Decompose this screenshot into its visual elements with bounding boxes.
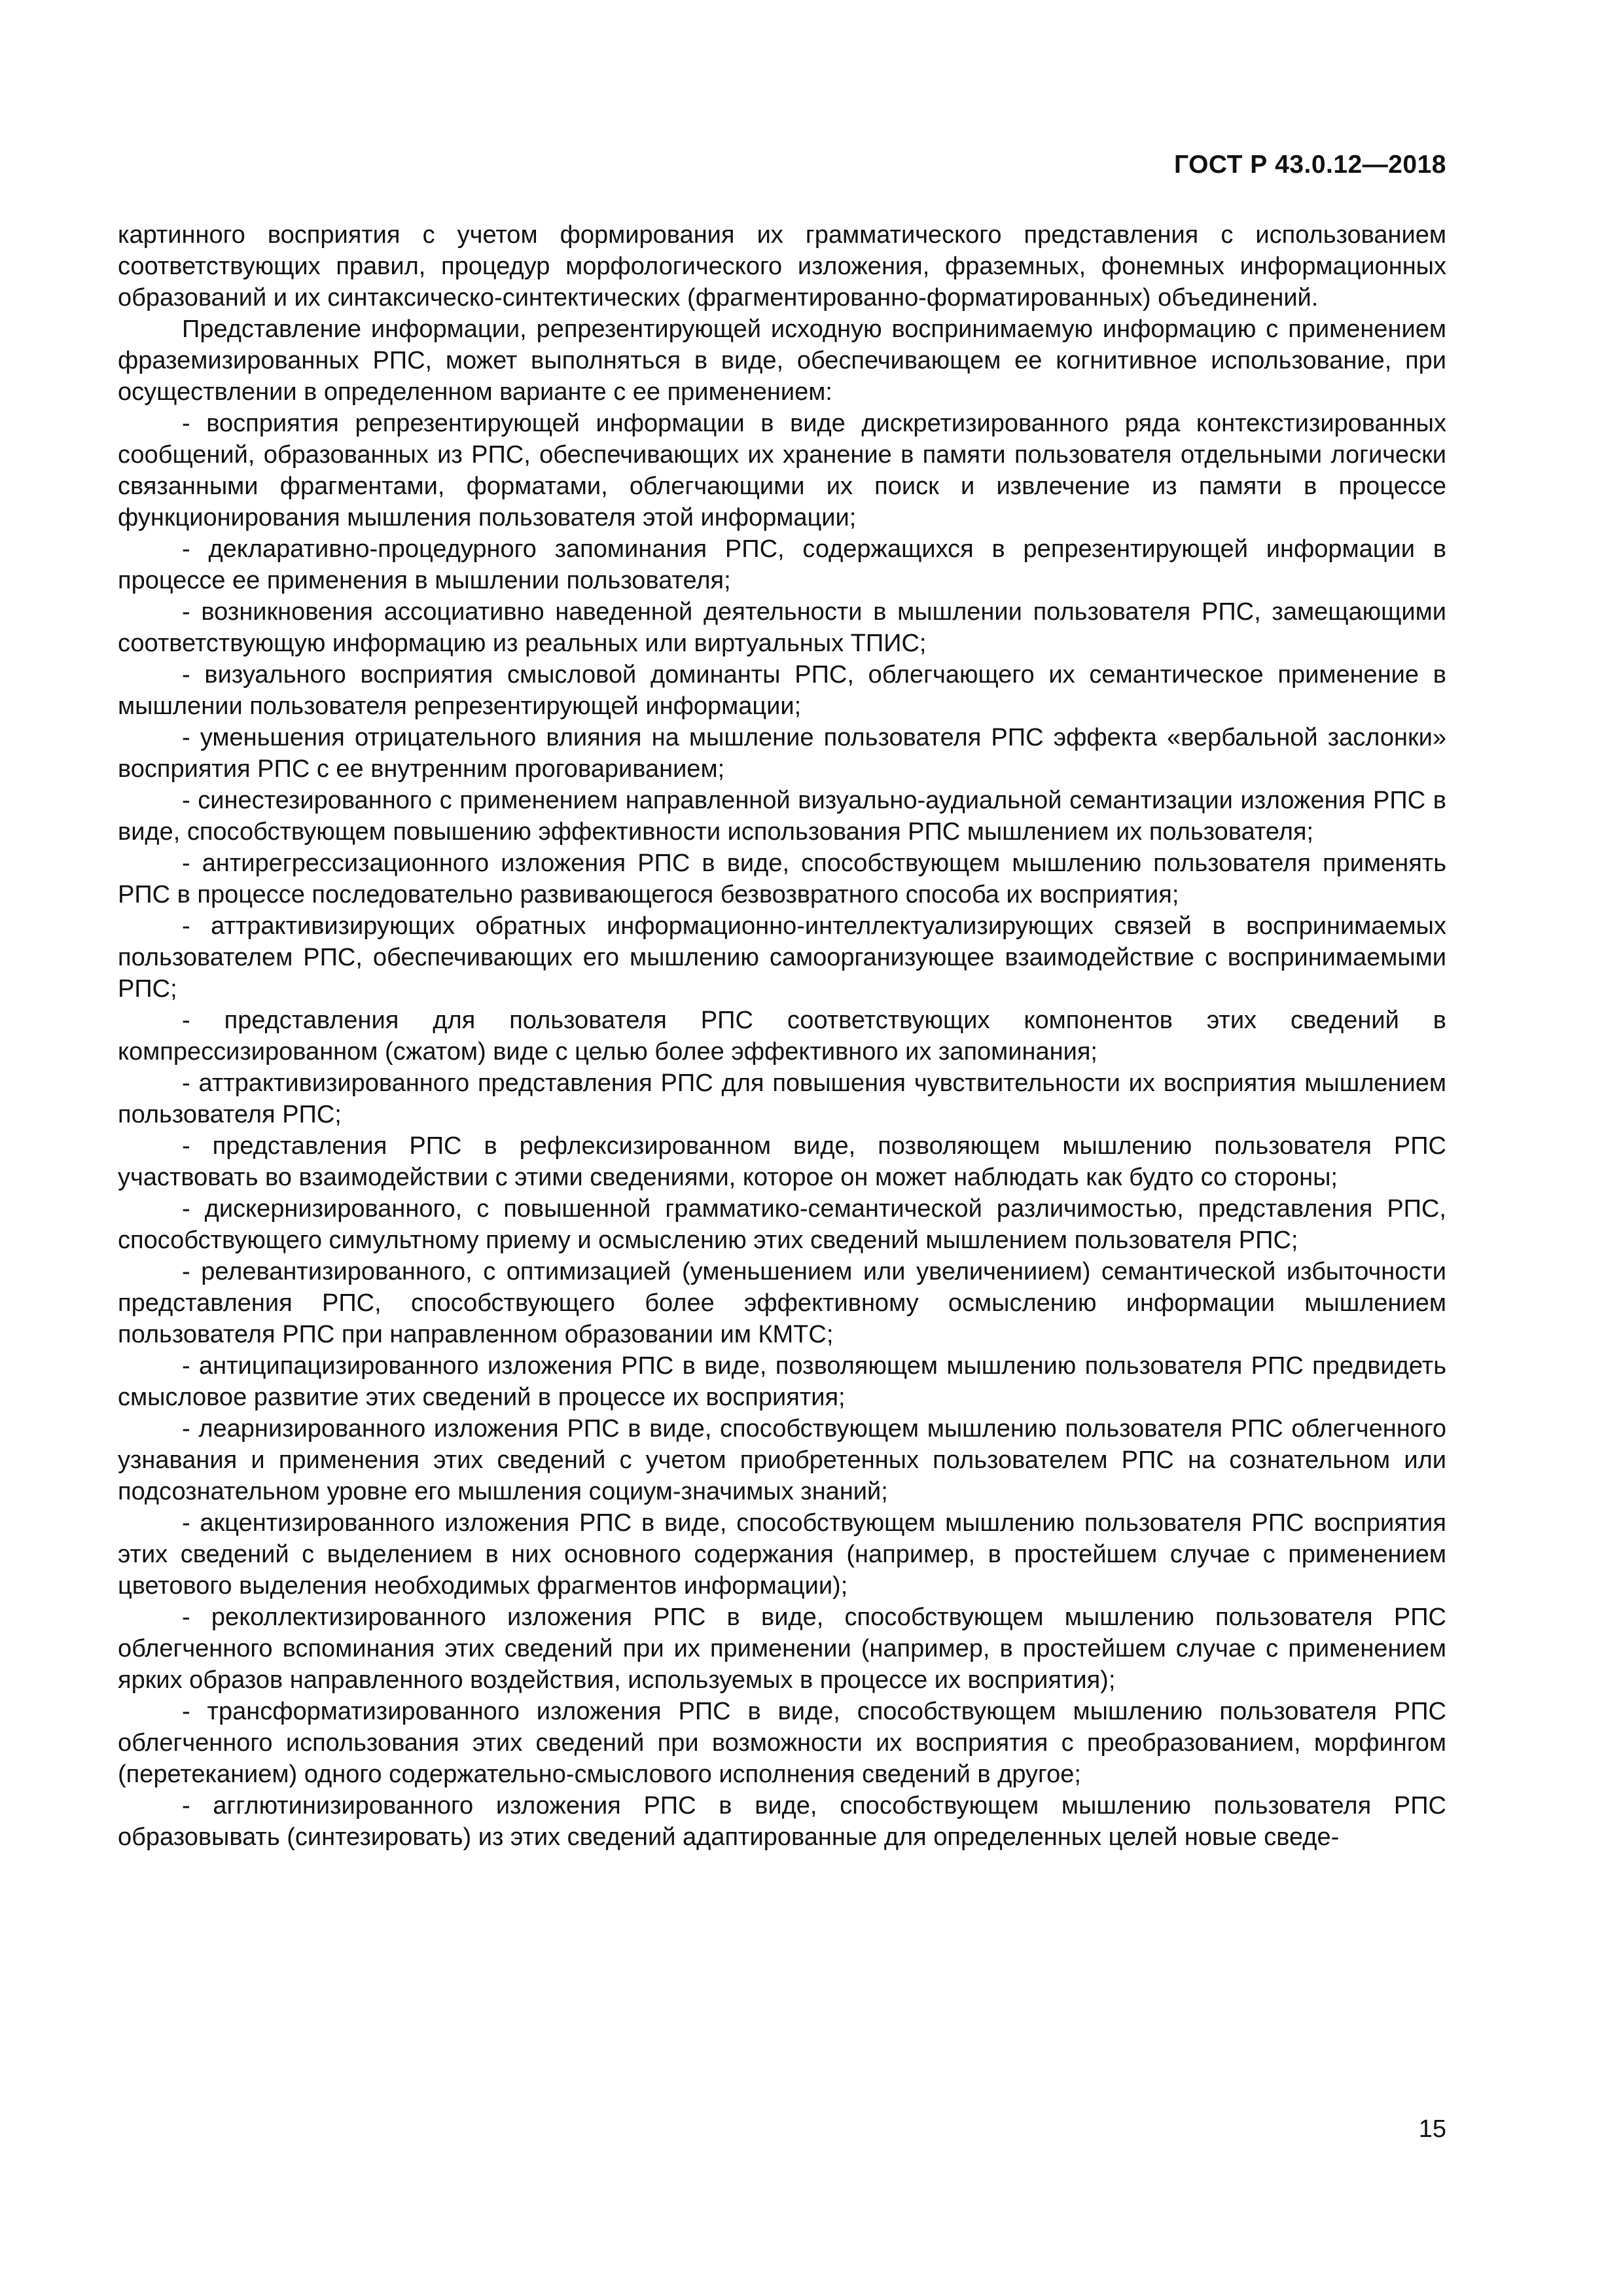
list-item: - уменьшения отрицательного влияния на мышление пользователя РПС эффекта «вербальной заслонки» восприятия РПС с ее внутренним проговариванием; <box>118 724 1446 783</box>
page-number: 15 <box>1418 2115 1446 2143</box>
paragraph-intro: Представление информации, репрезентирующей исходную воспринимаемую информацию с применением фраземизированных РПС, может выполняться в виде, обеспечивающем ее когнитивное использование, при осуществлении в определенном варианте с ее применением: <box>118 315 1446 406</box>
list-item: - синестезированного с применением направленной визуально-аудиальной семантизации изложения РПС в виде, способствующем повышению эффективности использования РПС мышлением их пользователя; <box>118 787 1446 846</box>
list-item: - реколлектизированного изложения РПС в виде, способствующем мышлению пользователя РПС облегченного вспоминания этих сведений при их применении (например, в простейшем случае с применением ярких образов направленного воздействия, используемых в процессе их восприятия); <box>118 1604 1446 1694</box>
list-item: - декларативно-процедурного запоминания РПС, содержащихся в репрезентирующей информации в процессе ее применения в мышлении пользователя; <box>118 535 1446 594</box>
list-item: - представления для пользователя РПС соответствующих компонентов этих сведений в компрессизированном (сжатом) виде с целью более эффективного их запоминания; <box>118 1007 1446 1066</box>
document-code-header: ГОСТ Р 43.0.12—2018 <box>1173 151 1446 179</box>
paragraph-continuation: картинного восприятия с учетом формирования их грамматического представления с использованием соответствующих правил, процедур морфологического изложения, фраземных, фонемных информационных образований и их синтаксическо-синтектических (фрагментированно-форматированных) объединений. <box>118 221 1446 312</box>
list-item: - леарнизированного изложения РПС в виде, способствующем мышлению пользователя РПС облегченного узнавания и применения этих сведений с учетом приобретенных пользователем РПС на сознательном или подсознательном уровне его мышления социум-значимых знаний; <box>118 1415 1446 1505</box>
list-item: - акцентизированного изложения РПС в виде, способствующем мышлению пользователя РПС восприятия этих сведений с выделением в них основного содержания (например, в простейшем случае с применением цветового выделения необходимых фрагментов информации); <box>118 1509 1446 1600</box>
list-item: - релевантизированного, с оптимизацией (уменьшением или увеличениием) семантической избыточности представления РПС, способствующего более эффективному осмыслению информации мышлением пользователя РПС при направленном образовании им КМТС; <box>118 1258 1446 1348</box>
list-item: - визуального восприятия смысловой доминанты РПС, облегчающего их семантическое применение в мышлении пользователя репрезентирующей информации; <box>118 661 1446 720</box>
list-item: - аттрактивизирующих обратных информационно-интеллектуализирующих связей в воспринимаемых пользователем РПС, обеспечивающих его мышлению самоорганизующее взаимодействие с воспринимаемыми РПС; <box>118 912 1446 1003</box>
list-item: - представления РПС в рефлексизированном виде, позволяющем мышлению пользователя РПС участвовать во взаимодействии с этими сведениями, которое он может наблюдать как будто со стороны; <box>118 1132 1446 1191</box>
list-item: - дискернизированного, с повышенной грамматико-семантической различимостью, представления РПС, способствующего симультному приему и осмыслению этих сведений мышлением пользователя РПС; <box>118 1195 1446 1254</box>
body-text <box>118 219 1446 1853</box>
list-item: - возникновения ассоциативно наведенной деятельности в мышлении пользователя РПС, замещающими соответствующую информацию из реальных или виртуальных ТПИС; <box>118 598 1446 657</box>
list-item: - агглютинизированного изложения РПС в виде, способствующем мышлению пользователя РПС образовывать (синтезировать) из этих сведений адаптированные для определенных целей новые сведе- <box>118 1792 1446 1851</box>
list-item: - антирегрессизационного изложения РПС в виде, способствующем мышлению пользователя применять РПС в процессе последовательно развивающегося безвозвратного способа их восприятия; <box>118 850 1446 908</box>
list-item: - трансформатизированного изложения РПС в виде, способствующем мышлению пользователя РПС облегченного использования этих сведений при возможности их восприятия с преобразованием, морфингом (перетеканием) одного содержательно-смыслового исполнения сведений в другое; <box>118 1698 1446 1788</box>
list-item: - антиципацизированного изложения РПС в виде, позволяющем мышлению пользователя РПС предвидеть смысловое развитие этих сведений в процессе их восприятия; <box>118 1352 1446 1411</box>
list-item: - восприятия репрезентирующей информации в виде дискретизированного ряда контекстизированных сообщений, образованных из РПС, обеспечивающих их хранение в памяти пользователя отдельными логически связанными фрагментами, форматами, облегчающими их поиск и извлечение из памяти в процессе функционирования мышления пользователя этой информации; <box>118 410 1446 531</box>
list-item: - аттрактивизированного представления РПС для повышения чувствительности их восприятия мышлением пользователя РПС; <box>118 1069 1446 1128</box>
